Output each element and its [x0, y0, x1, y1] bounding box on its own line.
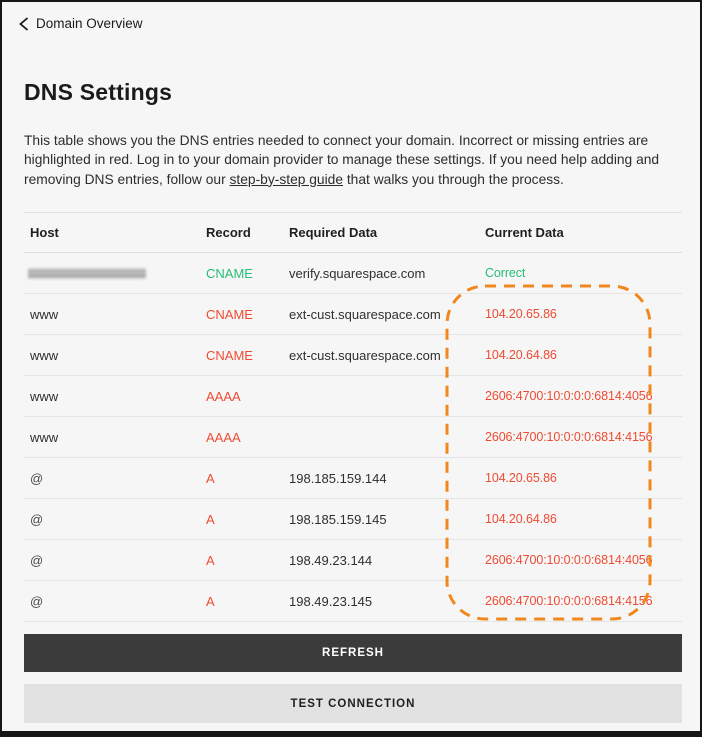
record-cell: A — [206, 470, 215, 486]
required-data-cell: ext-cust.squarespace.com — [289, 347, 441, 363]
dns-record-row — [24, 417, 682, 458]
dns-record-row — [24, 376, 682, 417]
host-cell: @ — [30, 511, 44, 527]
dns-record-row — [24, 253, 682, 294]
dns-record-row — [24, 581, 682, 622]
record-cell: A — [206, 552, 215, 568]
column-header-record: Record — [206, 225, 251, 240]
record-cell: AAAA — [206, 429, 241, 445]
dns-table — [24, 212, 682, 622]
column-header-host: Host — [30, 225, 59, 240]
refresh-button[interactable]: REFRESH — [24, 634, 682, 672]
current-data-cell: 104.20.64.86 — [485, 512, 557, 526]
test-connection-button[interactable]: TEST CONNECTION — [24, 684, 682, 723]
record-cell: CNAME — [206, 265, 253, 281]
record-cell: A — [206, 511, 215, 527]
page-title: DNS Settings — [24, 78, 173, 105]
dns-record-row — [24, 335, 682, 376]
host-cell: www — [30, 347, 59, 363]
required-data-cell: 198.49.23.145 — [289, 593, 373, 609]
required-data-cell: 198.49.23.144 — [289, 552, 373, 568]
back-link[interactable] — [18, 16, 143, 31]
host-cell: @ — [30, 593, 44, 609]
host-cell: www — [30, 388, 59, 404]
description-after-link: that walks you through the process. — [343, 171, 564, 187]
column-header-required-data: Required Data — [289, 225, 378, 240]
current-data-cell: 2606:4700:10:0:0:0:6814:4156 — [485, 594, 653, 608]
current-data-cell: 2606:4700:10:0:0:0:6814:4156 — [485, 430, 653, 444]
step-by-step-guide-link[interactable]: step-by-step guide — [229, 171, 344, 187]
host-cell: @ — [30, 470, 44, 486]
dns-record-row — [24, 499, 682, 540]
dns-record-row — [24, 458, 682, 499]
back-link-label: Domain Overview — [36, 16, 143, 31]
description-text — [24, 131, 684, 190]
host-cell: www — [30, 306, 59, 322]
record-cell: CNAME — [206, 347, 253, 363]
dns-record-row — [24, 540, 682, 581]
required-data-cell: 198.185.159.145 — [289, 511, 387, 527]
record-cell: AAAA — [206, 388, 241, 404]
chevron-left-icon — [18, 17, 29, 31]
current-data-cell: 104.20.65.86 — [485, 307, 557, 321]
host-cell: www — [30, 429, 59, 445]
host-cell: @ — [30, 552, 44, 568]
record-cell: CNAME — [206, 306, 253, 322]
dns-record-row — [24, 294, 682, 335]
required-data-cell: ext-cust.squarespace.com — [289, 306, 441, 322]
current-data-cell: 104.20.65.86 — [485, 471, 557, 485]
record-cell: A — [206, 593, 215, 609]
current-data-cell: Correct — [485, 266, 526, 280]
table-header-row — [24, 212, 682, 253]
current-data-cell: 2606:4700:10:0:0:0:6814:4056 — [485, 553, 653, 567]
redacted-host-bar — [28, 268, 146, 279]
description-before-link: This table shows you the DNS entries needed to connect your domain. Incorrect or missing entries are highlighted in red. Log in to your domain provider to manage these settings. If you need help adding and removing DNS entries, follow our — [24, 132, 660, 187]
current-data-cell: 104.20.64.86 — [485, 348, 557, 362]
required-data-cell: verify.squarespace.com — [289, 265, 426, 281]
host-cell — [24, 268, 200, 279]
required-data-cell: 198.185.159.144 — [289, 470, 387, 486]
current-data-cell: 2606:4700:10:0:0:0:6814:4056 — [485, 389, 653, 403]
column-header-current-data: Current Data — [485, 225, 564, 240]
